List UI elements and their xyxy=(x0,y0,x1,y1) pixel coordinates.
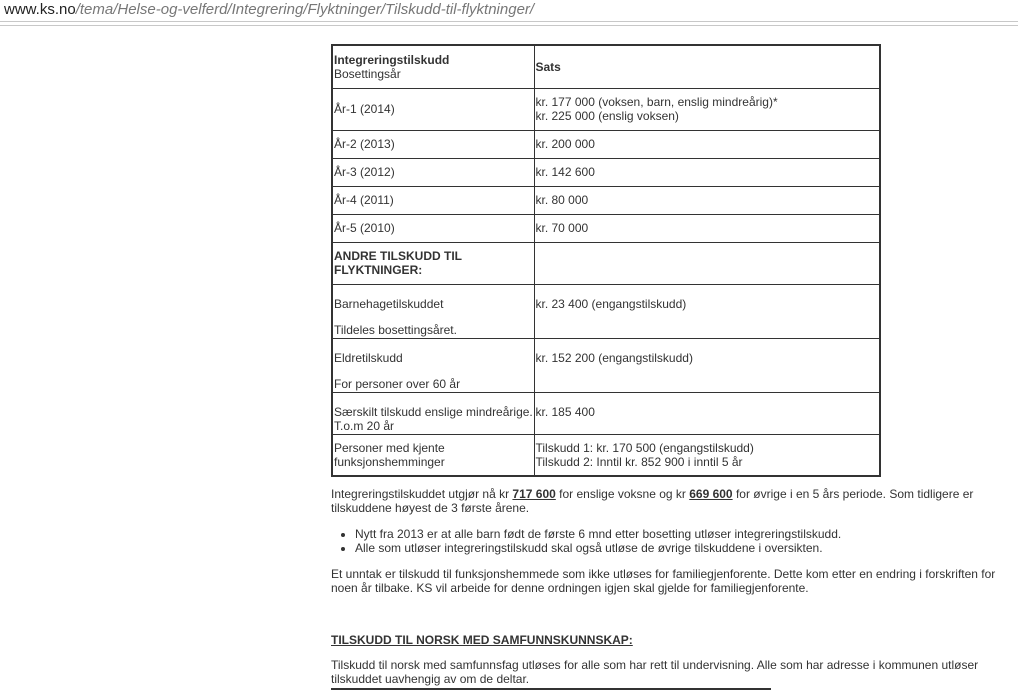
rate-line: kr. 225 000 (enslig voksen) xyxy=(535,109,679,123)
norsk-text: Tilskudd til norsk med samfunnsfag utløses for alle som har rett til undervisning. Alle som har adresse i kommunen utløser tilskuddet uavhengig av om de deltar. xyxy=(331,658,979,686)
section-heading: TILSKUDD TIL NORSK MED SAMFUNNSKUNNSKAP: xyxy=(331,633,633,647)
subsidy-rate: kr. 185 400 xyxy=(534,392,880,434)
subsidy-label xyxy=(332,284,534,338)
summary-text: Integreringstilskuddet utgjør nå kr xyxy=(331,487,513,501)
header-rate-title: Sats xyxy=(535,59,561,74)
subsidy-rates-table xyxy=(331,44,881,477)
subsidy-rate: kr. 152 200 (engangstilskudd) xyxy=(534,338,880,392)
address-bar-divider xyxy=(0,21,1018,22)
year-rate: kr. 70 000 xyxy=(534,214,880,242)
table-header-row xyxy=(332,45,880,88)
amount-link-669600[interactable]: 669 600 xyxy=(689,487,733,501)
url-host: www.ks.no xyxy=(4,1,76,18)
bullet-list xyxy=(331,527,1001,555)
table-row xyxy=(332,392,880,434)
year-label: År-2 (2013) xyxy=(332,130,534,158)
year-rate xyxy=(534,88,880,130)
exception-paragraph xyxy=(331,567,1001,595)
table-row xyxy=(332,158,880,186)
table-row xyxy=(332,88,880,130)
header-title: Integreringstilskudd xyxy=(334,52,450,67)
subsidy-label: Personer med kjente funksjonshemminger xyxy=(332,434,534,476)
subsidy-rate xyxy=(534,434,880,476)
amount-link-717600[interactable]: 717 600 xyxy=(512,487,556,501)
table-row xyxy=(332,130,880,158)
list-item: • Nytt fra 2013 er at alle barn født de første 6 mnd etter bosetting utløser integreringstilskudd. xyxy=(355,527,1001,541)
subsidy-rate: kr. 23 400 (engangstilskudd) xyxy=(534,284,880,338)
header-cell-subsidy xyxy=(332,45,534,88)
table-section-row xyxy=(332,242,880,284)
header-cell-rate xyxy=(534,45,880,88)
rate-line: Tilskudd 1: kr. 170 500 (engangstilskudd) xyxy=(535,440,754,455)
table-row xyxy=(332,214,880,242)
bullet-list-container xyxy=(331,527,1001,555)
subsidy-name: Barnehagetilskuddet xyxy=(334,296,444,311)
rate-line: kr. 177 000 (voksen, barn, enslig mindreårig)* xyxy=(535,95,778,109)
year-rate: kr. 142 600 xyxy=(534,158,880,186)
table-row xyxy=(332,186,880,214)
header-subtitle: Bosettingsår xyxy=(334,66,401,81)
year-rate: kr. 80 000 xyxy=(534,186,880,214)
year-label: År-4 (2011) xyxy=(332,186,534,214)
norsk-section xyxy=(331,633,1001,647)
exception-text: Et unntak er tilskudd til funksjonshemmede som ikke utløses for familiegjenforente. Dette kom etter en endring i forskriften for noen år tilbake. KS vil arbeide for denne ordningen igjen skal gjelde for familiegjenforente. xyxy=(331,567,996,595)
url-path: /tema/Helse-og-velferd/Integrering/Flyktninger/Tilskudd-til-flyktninger/ xyxy=(75,1,535,18)
empty-cell xyxy=(534,242,880,284)
year-label: År-5 (2010) xyxy=(332,214,534,242)
subsidy-label: Særskilt tilskudd enslige mindreårige. T.o.m 20 år xyxy=(332,392,534,434)
subsidy-name: Eldretilskudd xyxy=(334,350,403,365)
norsk-paragraph xyxy=(331,658,1001,686)
section-label: ANDRE TILSKUDD TIL FLYKTNINGER: xyxy=(332,242,534,284)
summary-text: for øvrige i en 5 års periode. Som tidligere er tilskuddene høyest de 3 første årene. xyxy=(331,487,974,515)
year-label: År-3 (2012) xyxy=(332,158,534,186)
subsidy-note: For personer over 60 år xyxy=(334,376,461,391)
rate-line: Tilskudd 2: Inntil kr. 852 900 i inntil 5 år xyxy=(535,454,743,469)
summary-text: for enslige voksne og kr xyxy=(555,487,690,501)
subsidy-note: Tildeles bosettingsåret. xyxy=(334,322,457,337)
table-row xyxy=(332,284,880,338)
list-item: • Alle som utløser integreringstilskudd skal også utløse de øvrige tilskuddene i oversikten. xyxy=(355,541,1001,555)
table-row xyxy=(332,338,880,392)
year-label: År-1 (2014) xyxy=(332,88,534,130)
table-row xyxy=(332,434,880,476)
subsidy-label xyxy=(332,338,534,392)
summary-paragraph xyxy=(331,487,1001,515)
address-bar-divider xyxy=(0,25,1018,26)
year-rate: kr. 200 000 xyxy=(534,130,880,158)
